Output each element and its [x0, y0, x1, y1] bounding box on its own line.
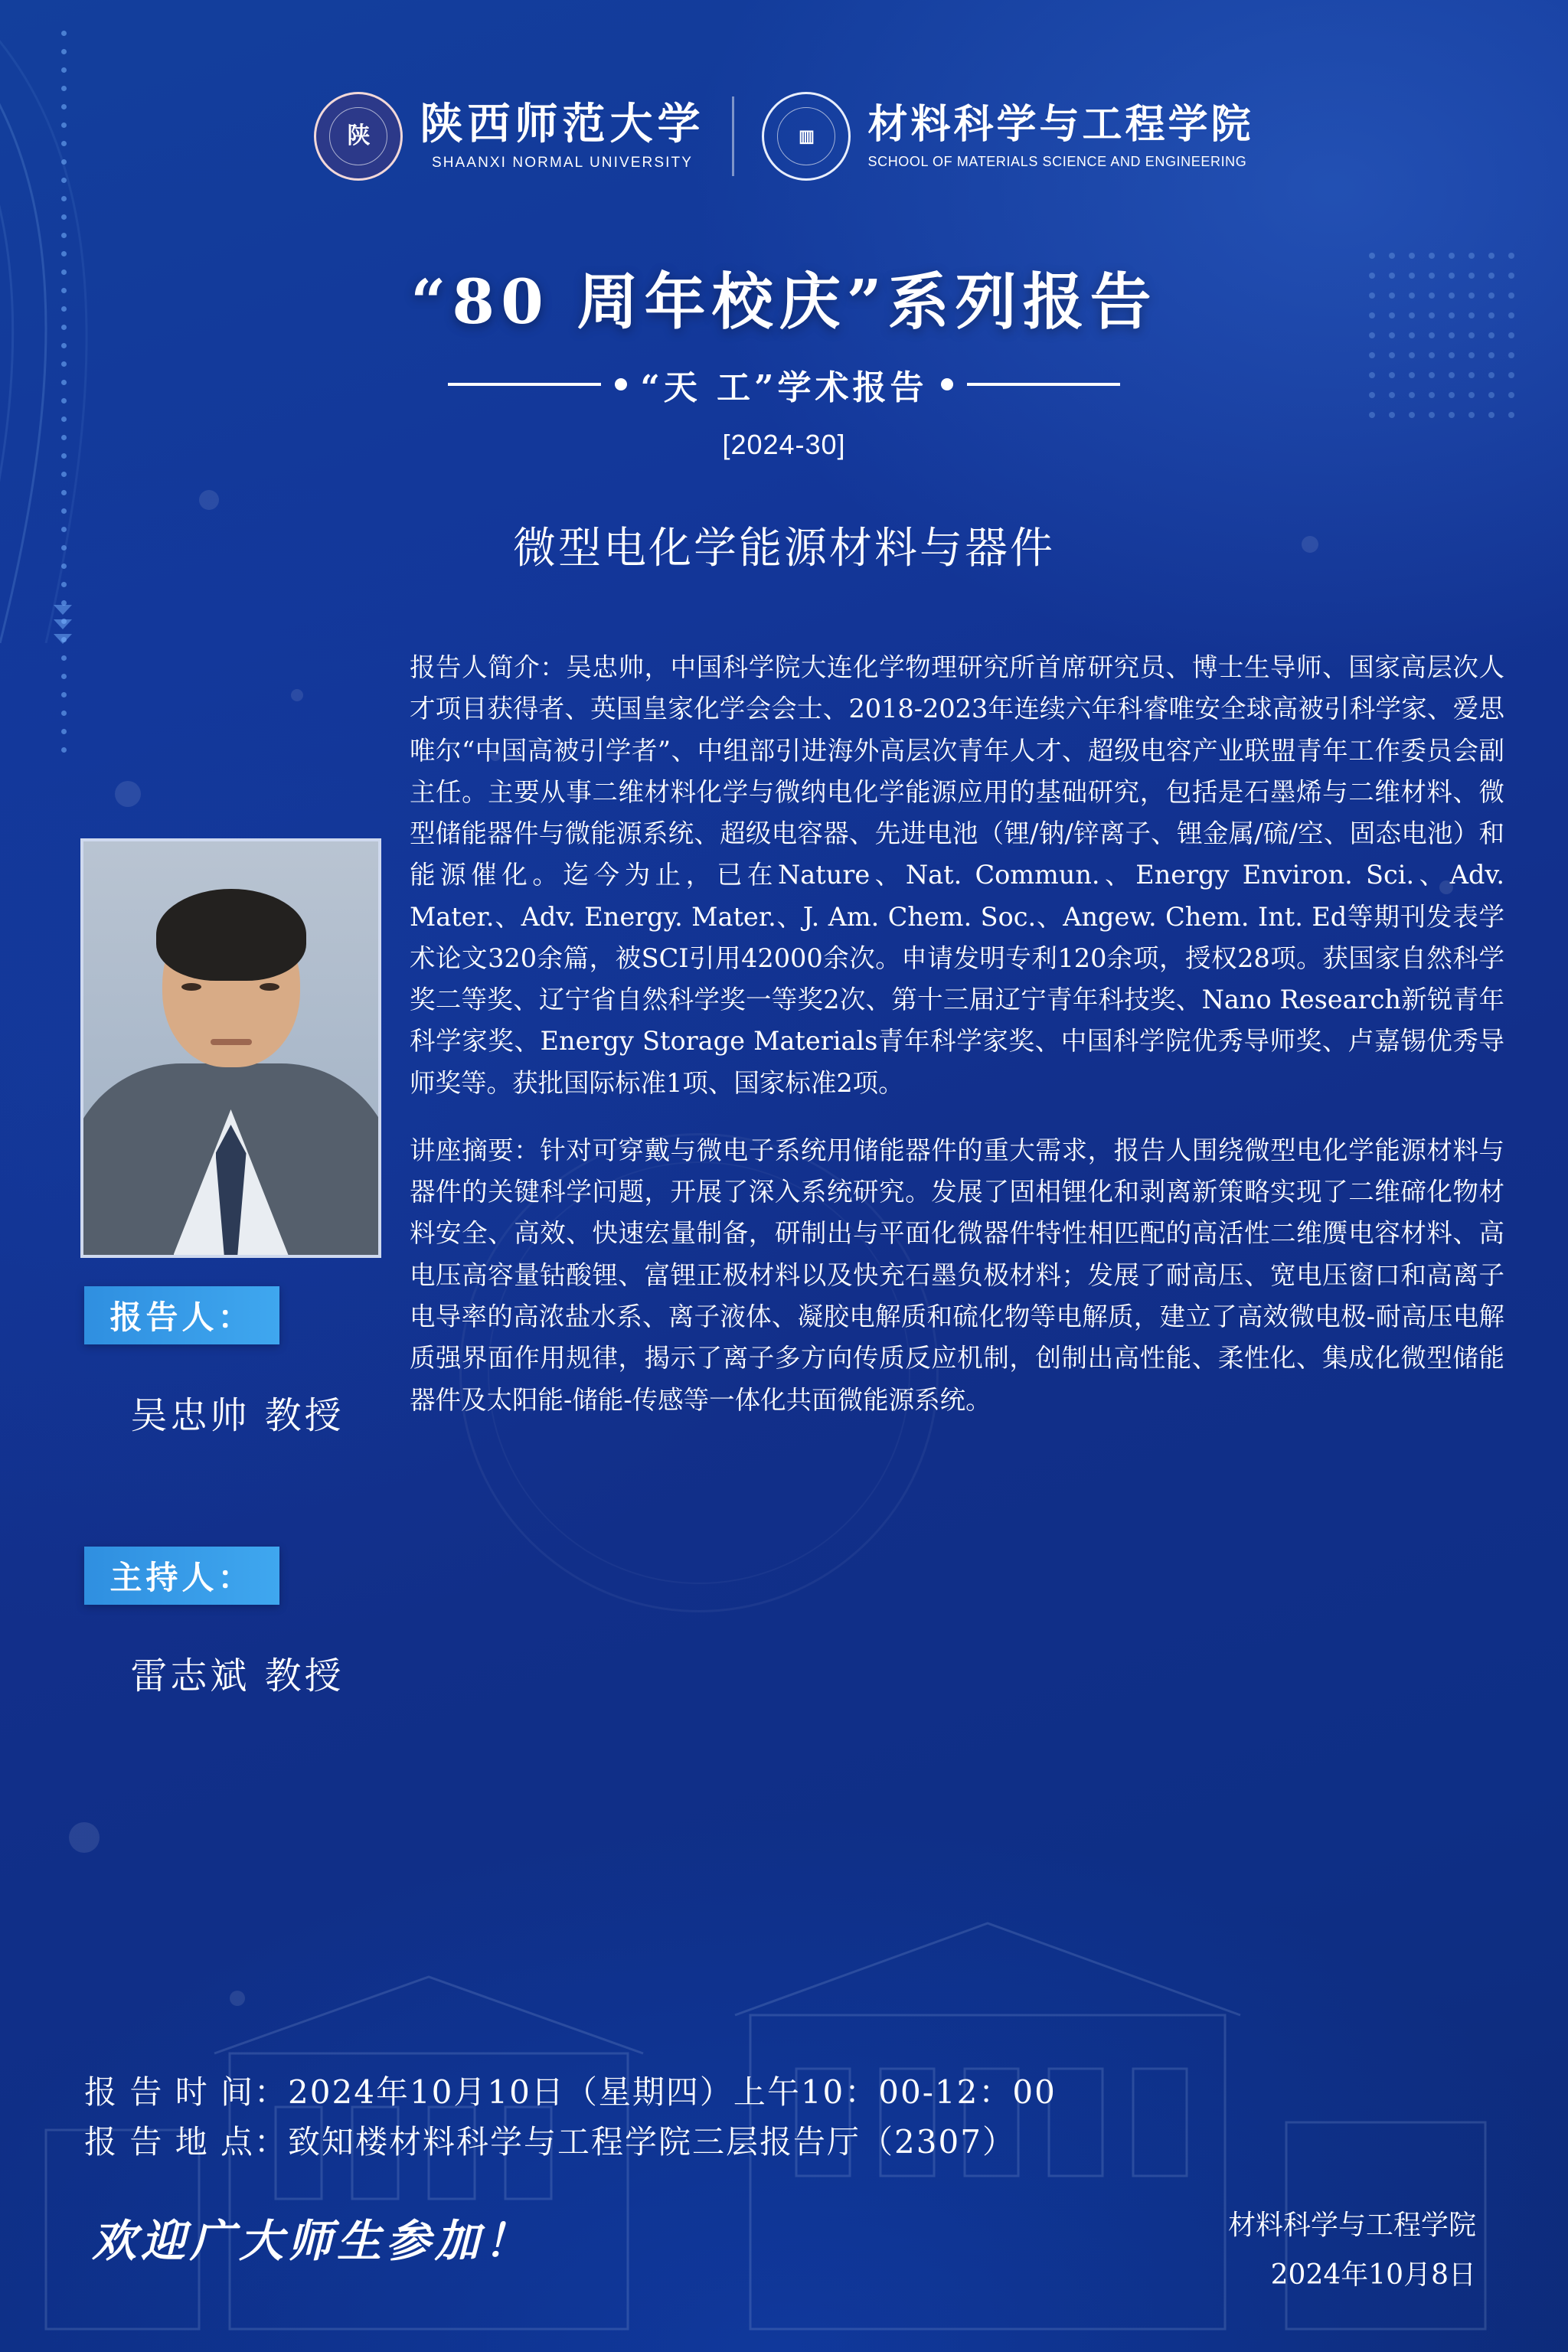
abstract-paragraph: 讲座摘要：针对可穿戴与微电子系统用储能器件的重大需求，报告人围绕微型电化学能源材料与器件的关键科学问题，开展了深入系统研究。发展了固相锂化和剥离新策略实现了二维碲化物材料安全、高效、快速宏量制备，研制出与平面化微器件特性相匹配的高活性二维赝电容材料、高电压高容量钴酸锂、富锂正极材料以及快充石墨负极材料；发展了耐高压、宽电压窗口和高离子电导率的高浓盐水系、离子液体、凝胶电解质和硫化物等电解质，建立了高效微电极-耐高压电解质强界面作用规律，揭示了离子多方向传质反应机制，创制出高性能、柔性化、集成化微型储能器件及太阳能-储能-传感等一体化共面微能源系统。 — [410, 1135, 1504, 1415]
university-seal-char: 陕 — [329, 107, 387, 165]
host-label-tag: 主持人： — [84, 1547, 279, 1605]
speaker-label-tag: 报告人： — [84, 1286, 279, 1344]
organizer-name: 材料科学与工程学院 — [1227, 2210, 1476, 2241]
publish-date: 2024年10月8日 — [1270, 2259, 1476, 2291]
subtitle-dot-left — [615, 378, 627, 390]
subtitle-row — [0, 360, 1568, 409]
photo-hair-shape — [156, 889, 306, 981]
subtitle-line-right — [967, 383, 1120, 386]
school-name-en: SCHOOL OF MATERIALS SCIENCE AND ENGINEERING — [867, 154, 1247, 170]
university-seal-icon — [314, 92, 403, 181]
speaker-name: 吴忠帅 教授 — [130, 1394, 345, 1437]
header-divider — [732, 96, 734, 176]
university-logo-block — [314, 92, 704, 181]
event-place: 报 告 地 点：致知楼材料科学与工程学院三层报告厅（2307） — [84, 2123, 1016, 2161]
photo-mouth — [211, 1039, 252, 1045]
body-text-block — [410, 647, 1504, 1447]
lecture-title: 微型电化学能源材料与器件 — [513, 524, 1055, 573]
event-time: 报 告 时 间：2024年10月10日（星期四）上午10：00-12：00 — [84, 2073, 1057, 2111]
subtitle-text: “天 工”学术报告 — [640, 368, 928, 407]
photo-eye-right — [260, 983, 279, 991]
school-seal-mark: ▥ — [777, 107, 835, 165]
host-name: 雷志斌 教授 — [130, 1655, 345, 1697]
university-name-en: SHAANXI NORMAL UNIVERSITY — [431, 154, 694, 171]
photo-eye-left — [181, 983, 201, 991]
series-title: “80 周年校庆”系列报告 — [410, 266, 1158, 338]
speaker-bio-paragraph: 报告人简介：吴忠帅，中国科学院大连化学物理研究所首席研究员、博士生导师、国家高层次人才项目获得者、英国皇家化学会会士、2018-2023年连续六年科睿唯安全球高被引科学家、爱思唯尔“中国高被引学者”、中组部引进海外高层次青年人才、超级电容产业联盟青年工作委员会副主任。主要从事二维材料化学与微纳电化学能源应用的基础研究，包括是石墨烯与二维材料、微型储能器件与微能源系统、超级电容器、先进电池（锂/钠/锌离子、锂金属/硫/空、固态电池）和能源催化。迄今为止，已在Nature、Nat. Commun.、Energy Environ. Sci.、Adv. Mater.、Adv. Energy. Mater.、J. Am. Chem. Soc.、Angew. Chem. Int. Ed等期刊发表学术论文320余篇，被SCI引用42000余次。申请发明专利120余项，授权28项。获国家自然科学奖二等奖、辽宁省自然科学奖一等奖2次、第十三届辽宁青年科技奖、Nano Research新锐青年科学家奖、Energy Storage Materials青年科学家奖、中国科学院优秀导师奖、卢嘉锡优秀导师奖等。获批国际标准1项、国家标准2项。 — [410, 652, 1504, 1098]
school-seal-icon — [762, 92, 851, 181]
subtitle-line-left — [448, 383, 601, 386]
welcome-text: 欢迎广大师生参加！ — [92, 2215, 534, 2267]
school-logo-block — [762, 92, 1253, 181]
school-name-block — [867, 100, 1254, 170]
school-name-cn: 材料科学与工程学院 — [867, 100, 1254, 148]
university-name-cn: 陕西师范大学 — [420, 99, 705, 150]
issue-number: [2024-30] — [722, 429, 846, 460]
event-info-block — [84, 2067, 1493, 2167]
poster-header — [0, 92, 1568, 181]
subtitle-dot-right — [941, 378, 953, 390]
speaker-photo — [80, 838, 381, 1258]
university-name-block — [420, 101, 704, 172]
organizer-block — [1228, 2201, 1476, 2301]
